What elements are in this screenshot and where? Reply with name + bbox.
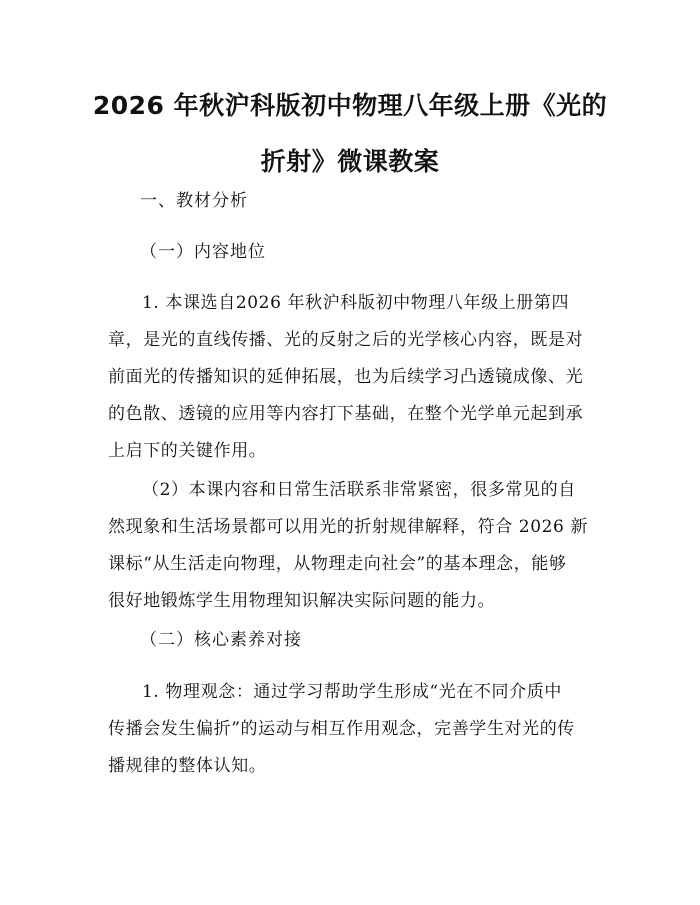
document-title — [90, 78, 610, 190]
paragraph-line: 然现象和生活场景都可以用光的折射规律解释，符合 2026 新 — [108, 517, 589, 537]
paragraph-line: 章，是光的直线传播、光的反射之后的光学核心内容，既是对 — [108, 330, 584, 350]
paragraph-line: 前面光的传播知识的延伸拓展，也为后续学习凸透镜成像、光 — [108, 367, 584, 387]
paragraph-line: （2）本课内容和日常生活联系非常紧密，很多常见的自 — [142, 480, 576, 500]
subsection-heading-core-literacy: （二）核心素养对接 — [140, 630, 302, 650]
paragraph-content-position-1 — [108, 285, 608, 470]
paragraph-line: 1. 物理观念：通过学习帮助学生形成“光在不同介质中 — [142, 682, 562, 702]
paragraph-line: 很好地锻炼学生用物理知识解决实际问题的能力。 — [108, 591, 496, 611]
paragraph-line: 课标“从生活走向物理，从物理走向社会”的基本理念，能够 — [108, 554, 567, 574]
paragraph-line: 1. 本课选自2026 年秋沪科版初中物理八年级上册第四 — [142, 293, 570, 313]
section-heading-teaching-material-analysis: 一、教材分析 — [140, 191, 248, 211]
title-line-2: 折射》微课教案 — [260, 147, 440, 176]
paragraph-line: 传播会发生偏折”的运动与相互作用观念，完善学生对光的传 — [108, 719, 575, 739]
subsection-heading-content-position: （一）内容地位 — [140, 242, 266, 262]
paragraph-line: 上启下的关键作用。 — [108, 441, 267, 461]
paragraph-line: 播规律的整体认知。 — [108, 756, 267, 776]
title-line-1: 2026 年秋沪科版初中物理八年级上册《光的 — [92, 91, 608, 120]
paragraph-physics-concept — [108, 674, 608, 785]
paragraph-line: 的色散、透镜的应用等内容打下基础，在整个光学单元起到承 — [108, 404, 584, 424]
paragraph-content-position-2 — [108, 472, 608, 620]
